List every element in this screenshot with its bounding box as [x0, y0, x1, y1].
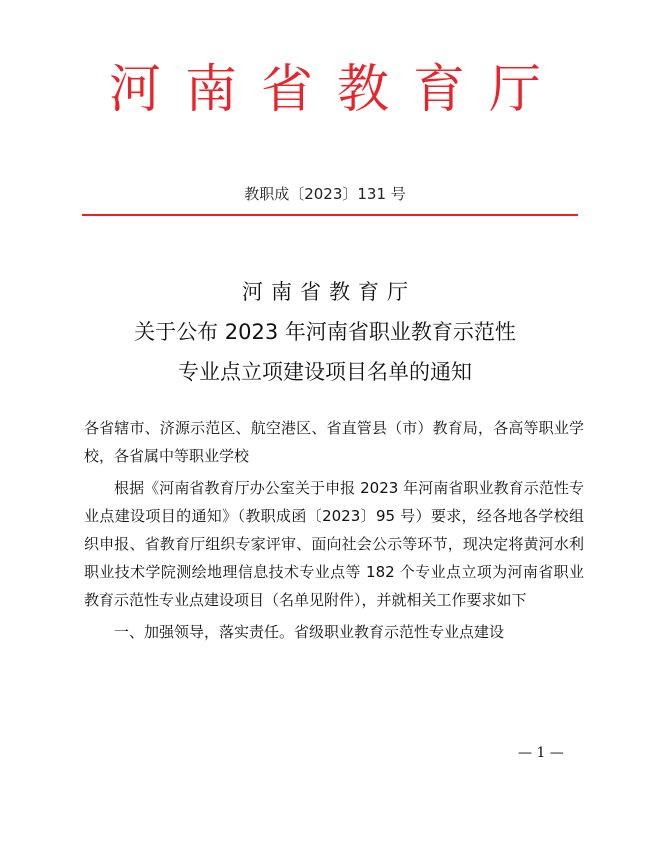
document-title	[0, 272, 650, 392]
addressee-paragraph: 各省辖市、济源示范区、航空港区、省直管县（市）教育局，各高等职业学校，各省属中等职业学校	[84, 419, 584, 465]
page-number: — 1 —	[518, 745, 564, 761]
issuing-authority-header: 河南省教育厅	[108, 60, 565, 120]
title-line-subject-cont: 专业点立项建设项目名单的通知	[178, 360, 472, 384]
red-divider-line	[82, 214, 578, 216]
body-paragraph-2: 一、加强领导，落实责任。省级职业教育示范性专业点建设	[114, 623, 505, 641]
body-paragraph-1: 根据《河南省教育厅办公室关于申报 2023 年河南省职业教育示范性专业点建设项目的通知》（教职成函〔2023〕95 号）要求，经各地各学校组织申报、省教育厅组织专家评审、面向社会公示等环节，现决定将黄河水利职业技术学院测绘地理信息技术专业点等 182 个专业点立项为河南省职业教育示范性专业点建设项目（名单见附件），并就相关工作要求如下	[84, 479, 584, 609]
title-line-subject: 关于公布 2023 年河南省职业教育示范性	[134, 320, 516, 344]
title-line-authority: 河南省教育厅	[242, 280, 416, 304]
document-number: 教职成〔2023〕131 号	[244, 185, 406, 203]
document-body	[84, 414, 584, 650]
